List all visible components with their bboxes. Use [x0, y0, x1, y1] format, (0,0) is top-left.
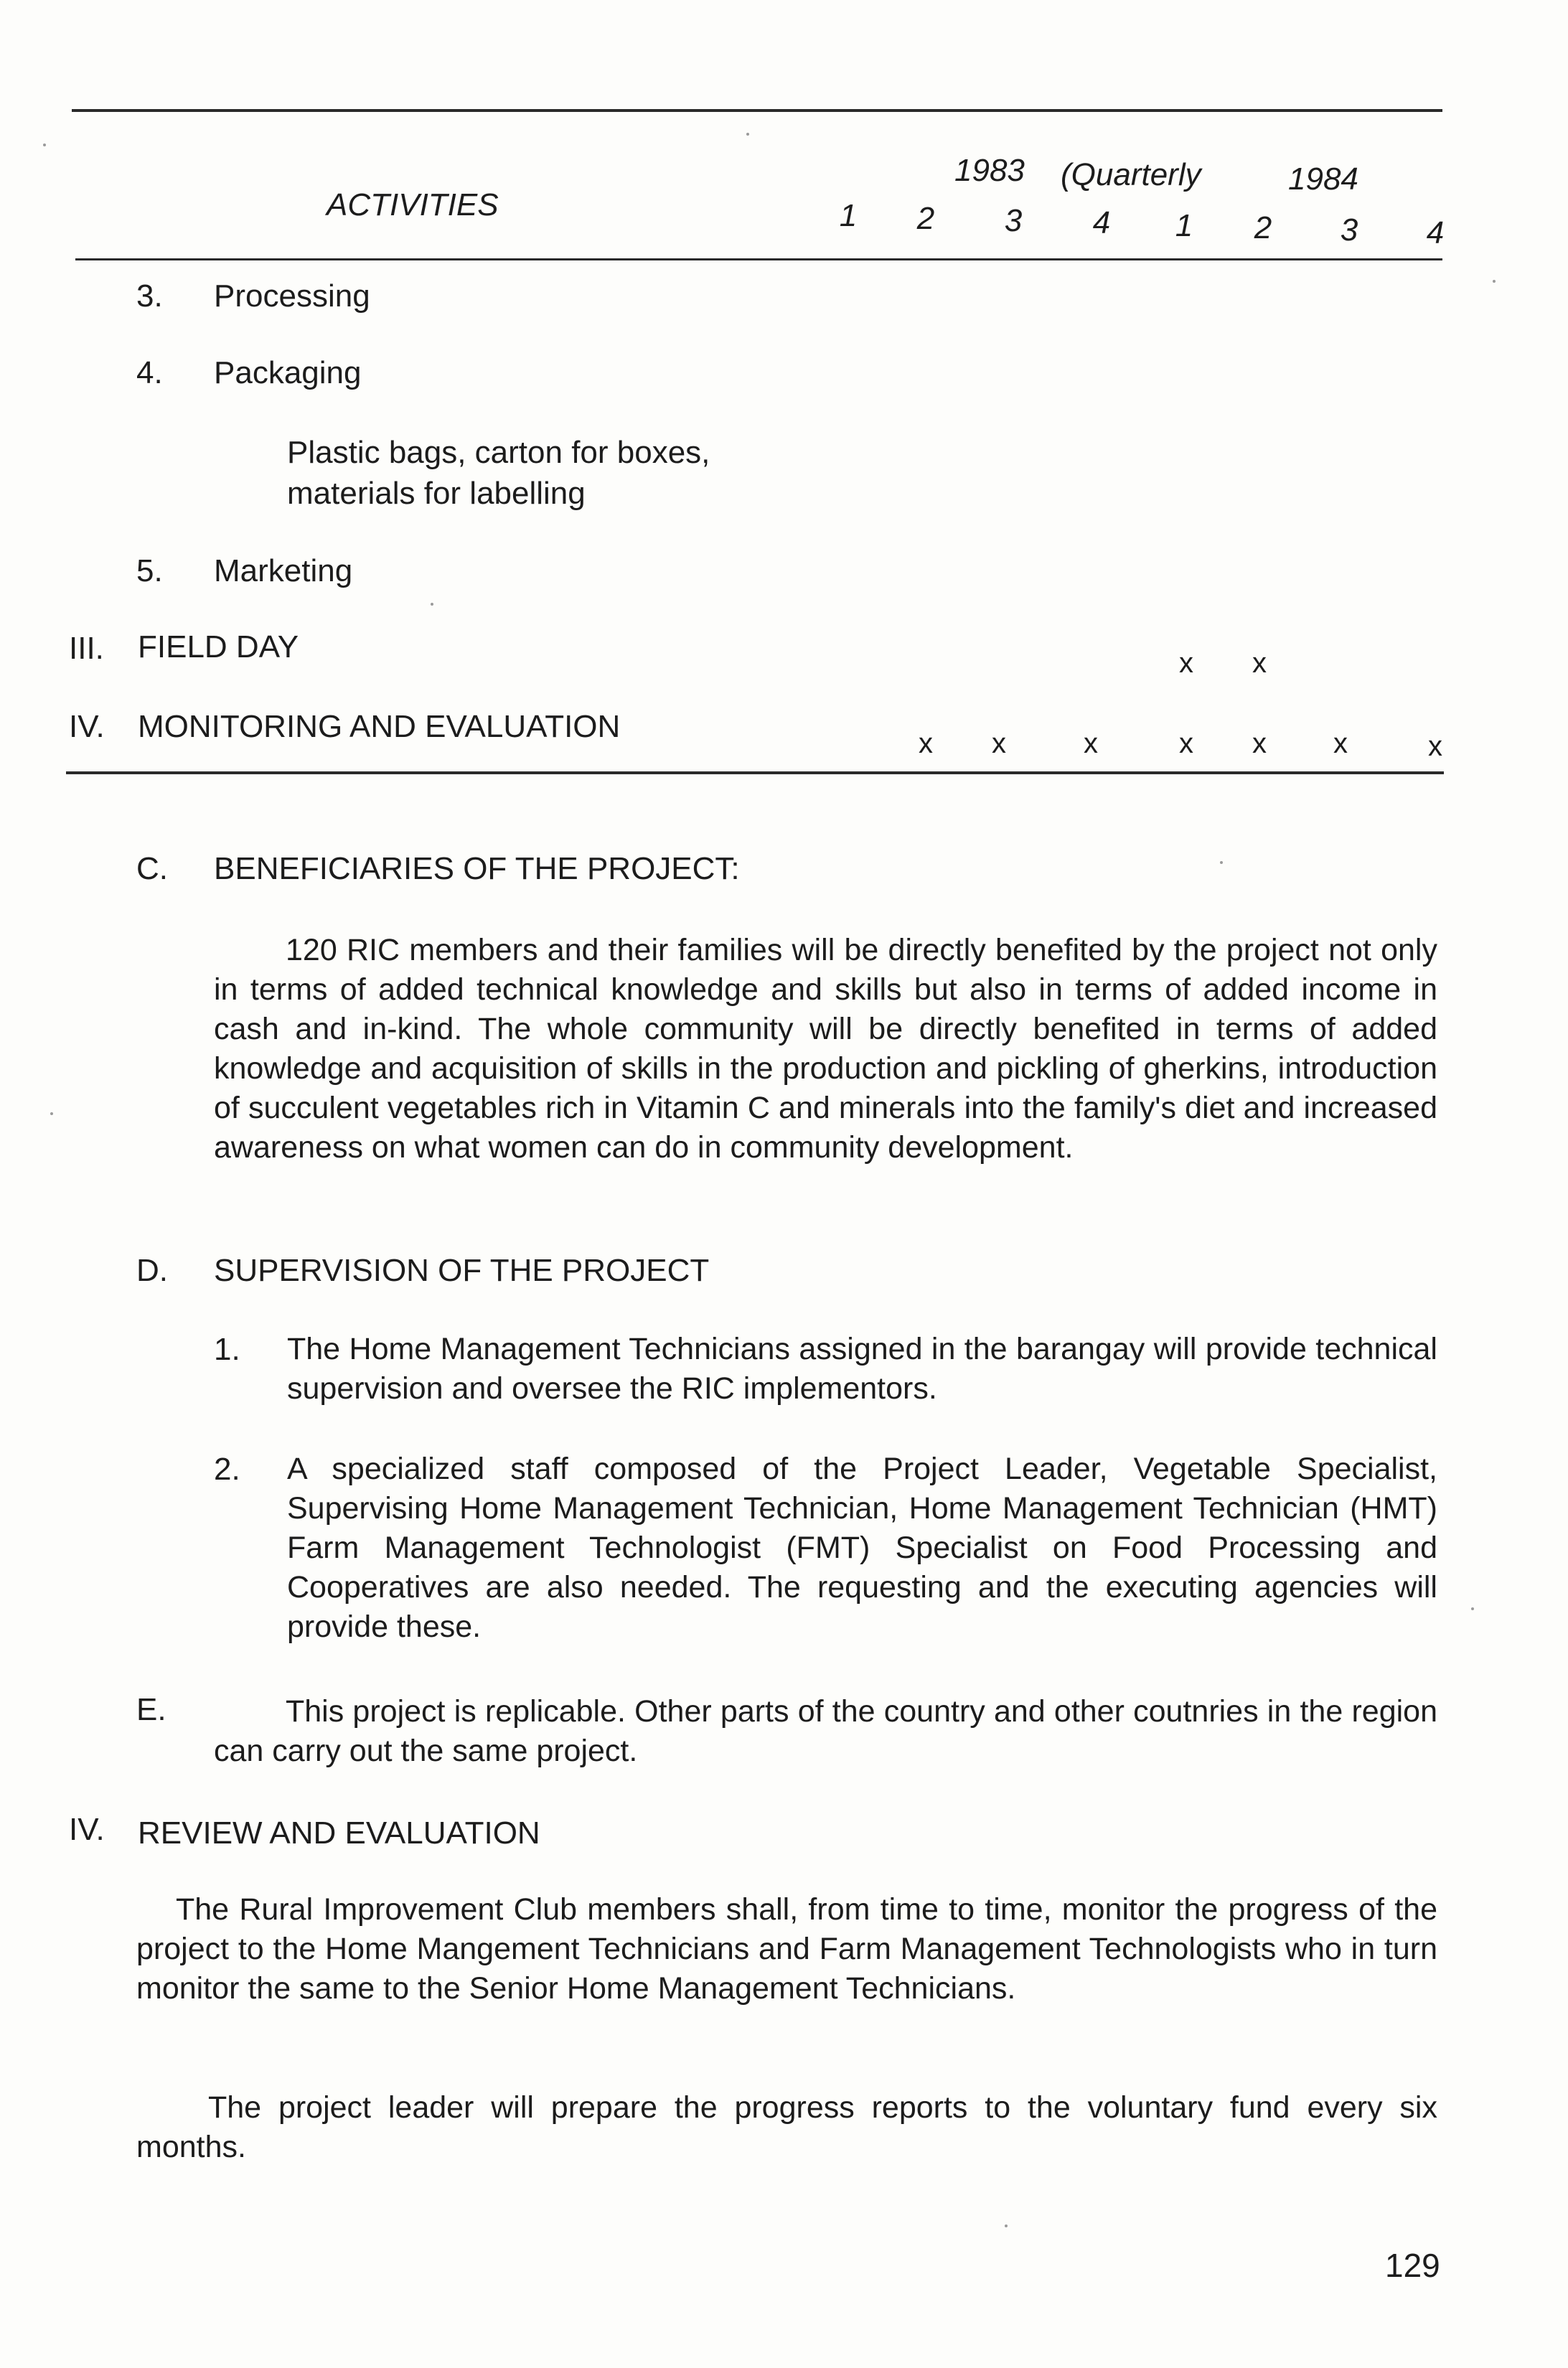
section-heading: BENEFICIARIES OF THE PROJECT: — [214, 851, 740, 886]
schedule-mark: x — [1428, 730, 1442, 762]
supervision-item-1: The Home Management Technicians assigned in the barangay will provide technical supervision and oversee the RIC implementors. — [287, 1332, 1437, 1406]
section-letter: C. — [136, 851, 168, 886]
quarter-label: 4 — [1092, 205, 1111, 240]
activity-label: MONITORING AND EVALUATION — [138, 709, 621, 744]
beneficiaries-paragraph — [214, 931, 1437, 1167]
scan-speck — [50, 1112, 53, 1115]
replicability-text: This project is replicable. Other parts of the country and other coutnries in the region can carry out the same project. — [214, 1694, 1437, 1768]
row-number: IV. — [69, 709, 105, 744]
scan-speck — [431, 603, 433, 606]
row-number: III. — [69, 631, 104, 666]
replicability-paragraph — [214, 1692, 1437, 1771]
activities-header: ACTIVITIES — [327, 187, 499, 222]
scan-speck — [1005, 2224, 1008, 2227]
quarter-label: 4 — [1426, 215, 1445, 250]
row-number: 5. — [136, 553, 163, 588]
scan-speck — [1493, 280, 1496, 283]
section-letter: D. — [136, 1253, 168, 1288]
review-paragraph-1 — [136, 1890, 1437, 2008]
scan-speck — [1220, 861, 1223, 864]
activity-label: Processing — [214, 278, 370, 314]
schedule-mark: x — [919, 728, 933, 759]
quarter-label: 2 — [1254, 210, 1272, 245]
quarterly-label: (Quarterly — [1061, 157, 1201, 192]
row-number: 4. — [136, 355, 163, 390]
scan-speck — [43, 144, 46, 146]
review-text-2: The project leader will prepare the progress reports to the voluntary fund every six months. — [136, 2090, 1437, 2164]
schedule-mark: x — [1333, 728, 1348, 759]
quarter-label: 1 — [1175, 208, 1193, 243]
quarter-label: 3 — [1340, 212, 1358, 248]
schedule-mark: x — [1179, 647, 1193, 679]
scan-speck — [746, 133, 749, 136]
section-heading: REVIEW AND EVALUATION — [138, 1815, 540, 1851]
activity-label: FIELD DAY — [138, 629, 299, 664]
quarter-label: 3 — [1004, 203, 1023, 238]
year-1983-label: 1983 — [954, 153, 1025, 188]
scan-speck — [1471, 1607, 1474, 1610]
activity-label: Packaging — [214, 355, 362, 390]
schedule-mark: x — [1084, 728, 1098, 759]
schedule-mark: x — [1252, 728, 1267, 759]
section-letter: E. — [136, 1692, 166, 1727]
year-1984-label: 1984 — [1288, 161, 1358, 197]
activity-sublabel: Plastic bags, carton for boxes, — [287, 435, 710, 470]
activity-label: Marketing — [214, 553, 353, 588]
supervision-item-2: A specialized staff composed of the Project Leader, Vegetable Specialist, Supervising Home Management Technician, Home Management Technician (HMT) Farm Management Technologist (FMT) Specialist on Food Processing and Cooperatives are also needed. The requesting and the executing agencies will provide these. — [287, 1452, 1437, 1644]
list-item-number: 1. — [214, 1332, 240, 1367]
review-paragraph-2 — [136, 2088, 1437, 2167]
schedule-mark: x — [992, 728, 1006, 759]
review-text-1: The Rural Improvement Club members shall, from time to time, monitor the progress of the project to the Home Mangement Technicians and Farm Management Technologists who in turn monitor the same to the Senior Home Management Technicians. — [136, 1892, 1437, 2006]
schedule-mark: x — [1179, 728, 1193, 759]
quarter-label: 1 — [839, 198, 858, 233]
page-number: 129 — [1385, 2247, 1440, 2284]
list-item-number: 2. — [214, 1452, 240, 1487]
table-top-rule — [72, 109, 1442, 112]
activity-sublabel: materials for labelling — [287, 476, 586, 511]
table-bottom-rule — [66, 771, 1444, 774]
beneficiaries-text: 120 RIC members and their families will be directly benefited by the project not only in terms of added technical knowledge and skills but also in terms of added income in cash and in-kind. The whole community will be directly benefited in terms of added knowledge and acquisition of skills in the production and pickling of gherkins, introduction of succulent vegetables rich in Vitamin C and minerals into the family's diet and increased awareness on what women can do in community development. — [214, 933, 1437, 1165]
row-number: 3. — [136, 278, 163, 314]
section-heading: SUPERVISION OF THE PROJECT — [214, 1253, 710, 1288]
quarter-label: 2 — [916, 201, 935, 236]
table-header-rule — [75, 258, 1442, 260]
section-number: IV. — [69, 1812, 105, 1847]
schedule-mark: x — [1252, 647, 1267, 679]
